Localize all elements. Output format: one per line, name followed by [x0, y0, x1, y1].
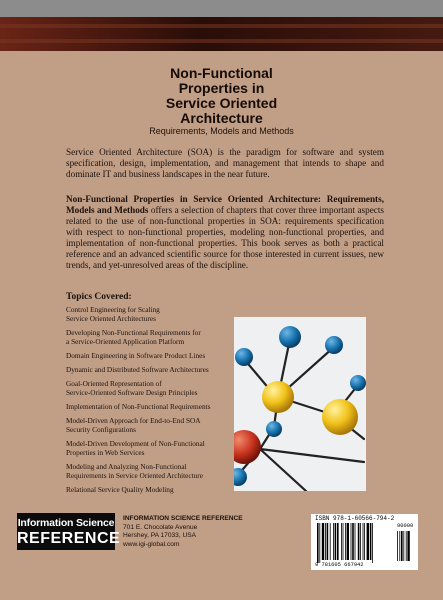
band-stripe	[0, 39, 443, 43]
publisher-address-line-1: 701 E. Chocolate Avenue	[123, 523, 198, 531]
barcode-bar	[360, 523, 361, 560]
barcode-bar	[358, 523, 360, 560]
barcode-bar	[325, 523, 326, 560]
description-paragraph-1: Service Oriented Architecture (SOA) is the paradigm for software and system specification, design, implementation, and management that intends to shape and dominate IT and business landscapes in the near future.	[66, 147, 384, 179]
publisher-logo	[17, 513, 121, 550]
description-bold-title: Non-Functional Properties in Service Oriented Architecture: Requirements, Models and Methods	[66, 194, 384, 215]
barcode-bar	[341, 523, 342, 560]
barcode-bar	[364, 523, 365, 560]
barcode-addon-bar	[403, 531, 404, 561]
book-title-line: Non-Functional	[170, 65, 273, 81]
barcode-bar	[372, 523, 373, 563]
barcode-bar	[319, 523, 320, 563]
molecule-model-image	[234, 317, 366, 491]
topics-heading: Topics Covered:	[66, 292, 132, 302]
barcode-bar	[347, 523, 349, 560]
ean-number: 9 781605 667942	[315, 562, 364, 568]
topic-item: Goal-Oriented Representation of Service-Oriented Software Design Principles	[66, 379, 198, 398]
isbn-barcode	[311, 514, 418, 570]
band-stripe	[0, 24, 443, 28]
topic-item: Model-Driven Development of Non-Functional Properties in Web Services	[66, 439, 205, 458]
barcode-bar	[370, 523, 372, 560]
publisher-website: www.igi-global.com	[123, 540, 180, 548]
topic-item: Model-Driven Approach for End-to-End SOA Security Configurations	[66, 416, 201, 435]
logo-line-2: REFERENCE	[17, 530, 121, 547]
blue-sphere	[235, 348, 253, 366]
barcode-bar	[355, 523, 356, 560]
book-title-line: Service Oriented	[165, 95, 278, 111]
isbn-text: ISBN 978-1-60566-794-2	[315, 515, 395, 522]
topic-item: Control Engineering for Scaling Service Oriented Architectures	[66, 305, 160, 324]
yellow-sphere	[262, 381, 294, 413]
blue-sphere	[325, 336, 343, 354]
topic-item: Dynamic and Distributed Software Architectures	[66, 365, 209, 374]
blue-sphere	[279, 326, 301, 348]
topic-item: Domain Engineering in Software Product Lines	[66, 351, 206, 360]
barcode-bar	[337, 523, 339, 560]
barcode-bar	[352, 523, 354, 560]
barcode-bar	[363, 523, 364, 560]
barcode-bar	[351, 523, 352, 560]
barcode-bar	[343, 523, 344, 560]
barcode-bar	[345, 523, 346, 560]
topic-item: Implementation of Non-Functional Requirements	[66, 402, 211, 411]
molecule-illustration	[234, 317, 366, 491]
description-body: offers a selection of chapters that cover three important aspects related to the use of non-functional properties in SOA: requirements specification with respect to non-functional properties, modeling non-functional properties, and implementation of non-functional properties. This book serves as both a practical reference and an advanced scientific source for those interested in current issues, new trends, and yet-unresolved areas of the discipline.	[66, 205, 384, 270]
barcode-bar	[317, 523, 319, 563]
topic-item: Developing Non-Functional Requirements for a Service-Oriented Application Platform	[66, 328, 201, 347]
barcode-addon-bar	[399, 531, 400, 561]
publisher-name: INFORMATION SCIENCE REFERENCE	[123, 515, 243, 522]
barcode-bar	[367, 523, 369, 560]
logo-line-1: Information Science	[17, 517, 115, 529]
barcode-bar	[322, 523, 324, 560]
blue-sphere	[350, 375, 366, 391]
book-subtitle: Requirements, Models and Methods	[149, 126, 294, 136]
book-title-line: Architecture	[180, 110, 263, 126]
barcode-addon-bar	[397, 531, 398, 561]
topic-item: Relational Service Quality Modeling	[66, 485, 174, 494]
barcode-addon-bar	[401, 531, 403, 561]
barcode-addon-bar	[407, 531, 409, 561]
barcode-bar	[333, 523, 334, 560]
barcode-bar	[335, 523, 337, 560]
book-title-line: Properties in	[178, 80, 265, 96]
barcode-bar	[330, 523, 331, 560]
barcode-bar	[327, 523, 329, 560]
publisher-info	[123, 515, 243, 549]
barcode-addon-bar	[406, 531, 407, 561]
yellow-sphere	[322, 399, 358, 435]
publisher-address-line-2: Hershey, PA 17033, USA	[123, 532, 197, 540]
top-edge-strip	[0, 0, 443, 17]
topic-item: Modeling and Analyzing Non-Functional Requirements in Service Oriented Architecture	[66, 462, 203, 481]
description-paragraph-2	[66, 194, 384, 271]
header-band	[0, 17, 443, 51]
price-code: 90000	[397, 523, 414, 529]
blue-sphere	[266, 421, 282, 437]
